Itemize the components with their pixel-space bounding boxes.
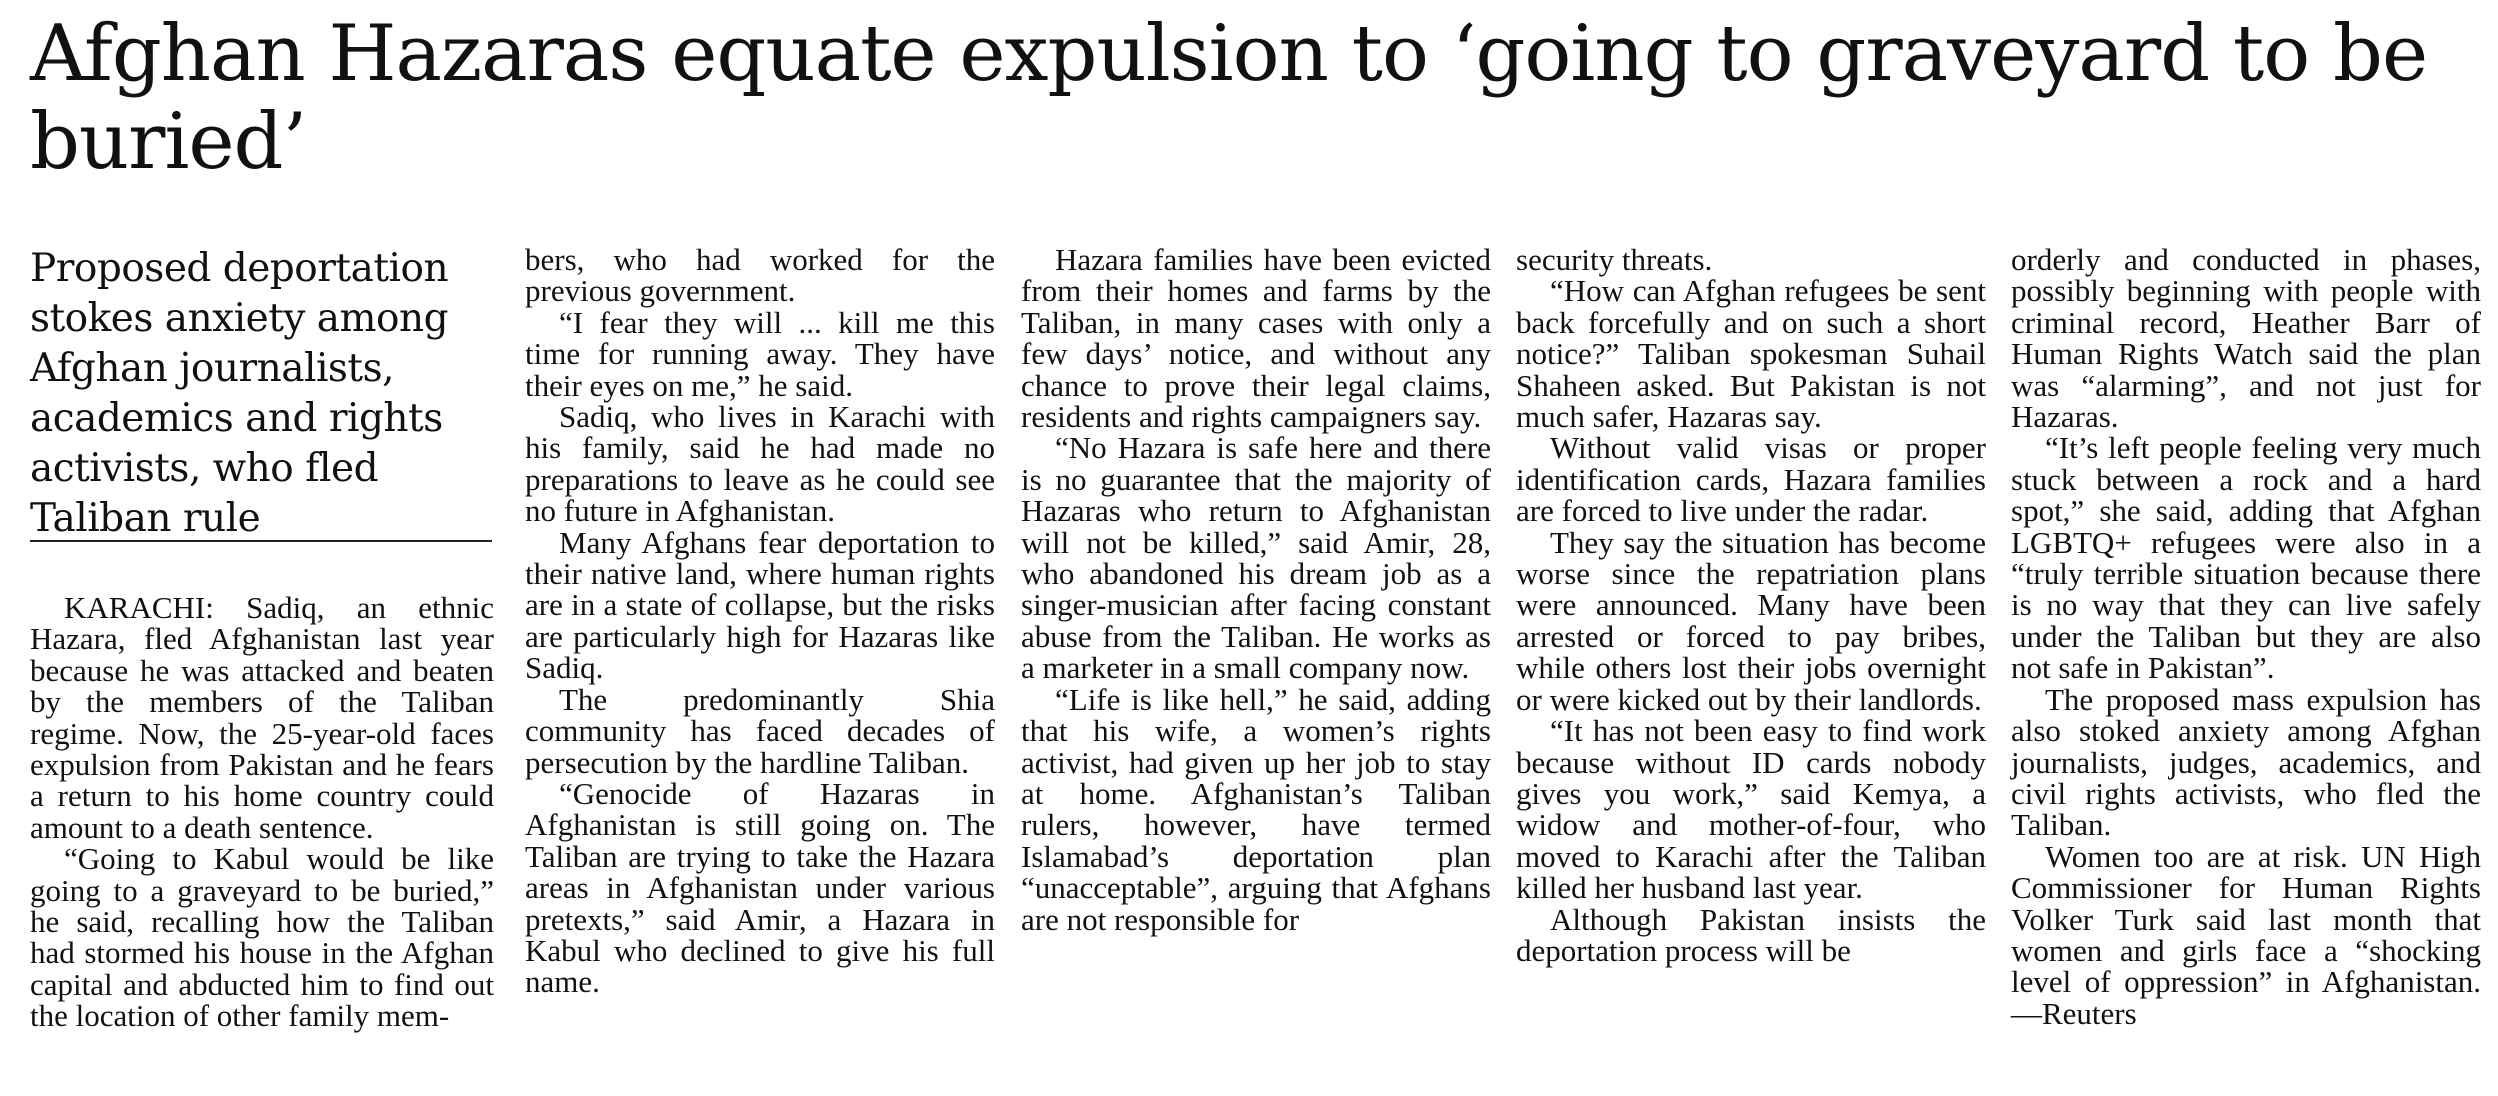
article-paragraph: “How can Afghan refugees be sent back forcefully and on such a short notice?” Taliban spokesman Suhail Shaheen asked. But Pakistan is not much safer, Hazaras say. <box>1516 273 1986 435</box>
article-paragraph: Hazara families have been evicted from their homes and farms by the Taliban, in many cases with only a few days’ notice, and without any chance to prove their legal claims, residents and rights campaigners say. <box>1021 242 1491 435</box>
headline: Afghan Hazaras equate expulsion to ‘going to graveyard to be buried’ <box>30 9 2428 187</box>
article-paragraph: They say the situation has become worse since the repatriation plans were announced. Many have been arrested or forced to pay bribes, while others lost their jobs overnight or were kicked out by their landlords. <box>1516 524 1986 717</box>
article-column-4 <box>1516 244 1986 966</box>
deck-subheadline: Proposed deportation stokes anxiety among Afghan journalists, academics and rights activists, who fled Taliban rule <box>30 246 449 541</box>
article-paragraph: bers, who had worked for the previous government. <box>525 242 995 309</box>
article-paragraph: “I fear they will ... kill me this time for running away. They have their eyes on me,” he said. <box>525 304 995 403</box>
article-column-5 <box>2011 244 2481 1029</box>
article-paragraph: The predominantly Shia community has faced decades of persecution by the hardline Taliban. <box>525 681 995 780</box>
article-paragraph: Many Afghans fear deportation to their native land, where human rights are in a state of collapse, but the risks are particularly high for Hazaras like Sadiq. <box>525 524 995 686</box>
article-column-2 <box>525 244 995 998</box>
article-paragraph: Sadiq, who lives in Karachi with his family, said he had made no preparations to leave as he could see no future in Afghanistan. <box>525 399 995 529</box>
article-column-3 <box>1021 244 1491 935</box>
article-paragraph: “Going to Kabul would be like going to a graveyard to be buried,” he said, recalling how the Taliban had stormed his house in the Afghan capital and abducted him to find out the location of other family mem- <box>30 841 494 1034</box>
article-paragraph: “Life is like hell,” he said, adding that his wife, a women’s rights activist, had given up her job to stay at home. Afghanistan’s Taliban rulers, however, have termed Islamabad’s deportation plan “unacceptable”, arguing that Afghans are not responsible for <box>1021 681 1491 937</box>
article-paragraph: Although Pakistan insists the deportation process will be <box>1516 901 1986 968</box>
article-paragraph: security threats. <box>1516 242 1713 277</box>
article-paragraph: The proposed mass expulsion has also stoked anxiety among Afghan journalists, judges, academics, and civil rights activists, who fled the Taliban. <box>2011 681 2481 843</box>
article-paragraph: “Genocide of Hazaras in Afghanistan is still going on. The Taliban are trying to take the Hazara areas in Afghanistan under various pretexts,” said Amir, a Hazara in Kabul who declined to give his full name. <box>525 775 995 1000</box>
article-paragraph: “It’s left people feeling very much stuck between a rock and a hard spot,” she said, adding that Afghan LGBTQ+ refugees were also in a “truly terrible situation because there is no way that they can live safely under the Taliban but they are also not safe in Pakistan”. <box>2011 430 2481 686</box>
article-paragraph: orderly and conducted in phases, possibly beginning with people with criminal record, Heather Barr of Human Rights Watch said the plan was “alarming”, and not just for Hazaras. <box>2011 242 2481 435</box>
article-paragraph: Without valid visas or proper identification cards, Hazara families are forced to live under the radar. <box>1516 430 1986 529</box>
article-paragraph: “It has not been easy to find work because without ID cards nobody gives you work,” said Kemya, a widow and mother-of-four, who moved to Karachi after the Taliban killed her husband last year. <box>1516 713 1986 906</box>
article-paragraph: “No Hazara is safe here and there is no guarantee that the majority of Hazaras who return to Afghanistan will not be killed,” said Amir, 28, who abandoned his dream job as a singer-musician after facing constant abuse from the Taliban. He works as a marketer in a small company now. <box>1021 430 1491 686</box>
article-paragraph: KARACHI: Sadiq, an ethnic Hazara, fled Afghanistan last year because he was attacked and beaten by the members of the Taliban regime. Now, the 25-year-old faces expulsion from Pakistan and he fears a return to his home country could amount to a death sentence. <box>30 590 494 845</box>
article-paragraph: Women too are at risk. UN High Commissioner for Human Rights Volker Turk said last month that women and girls face a “shocking level of oppression” in Afghanistan. —Reuters <box>2011 838 2481 1031</box>
deck-divider <box>30 540 492 542</box>
article-column-1 <box>30 592 494 1032</box>
